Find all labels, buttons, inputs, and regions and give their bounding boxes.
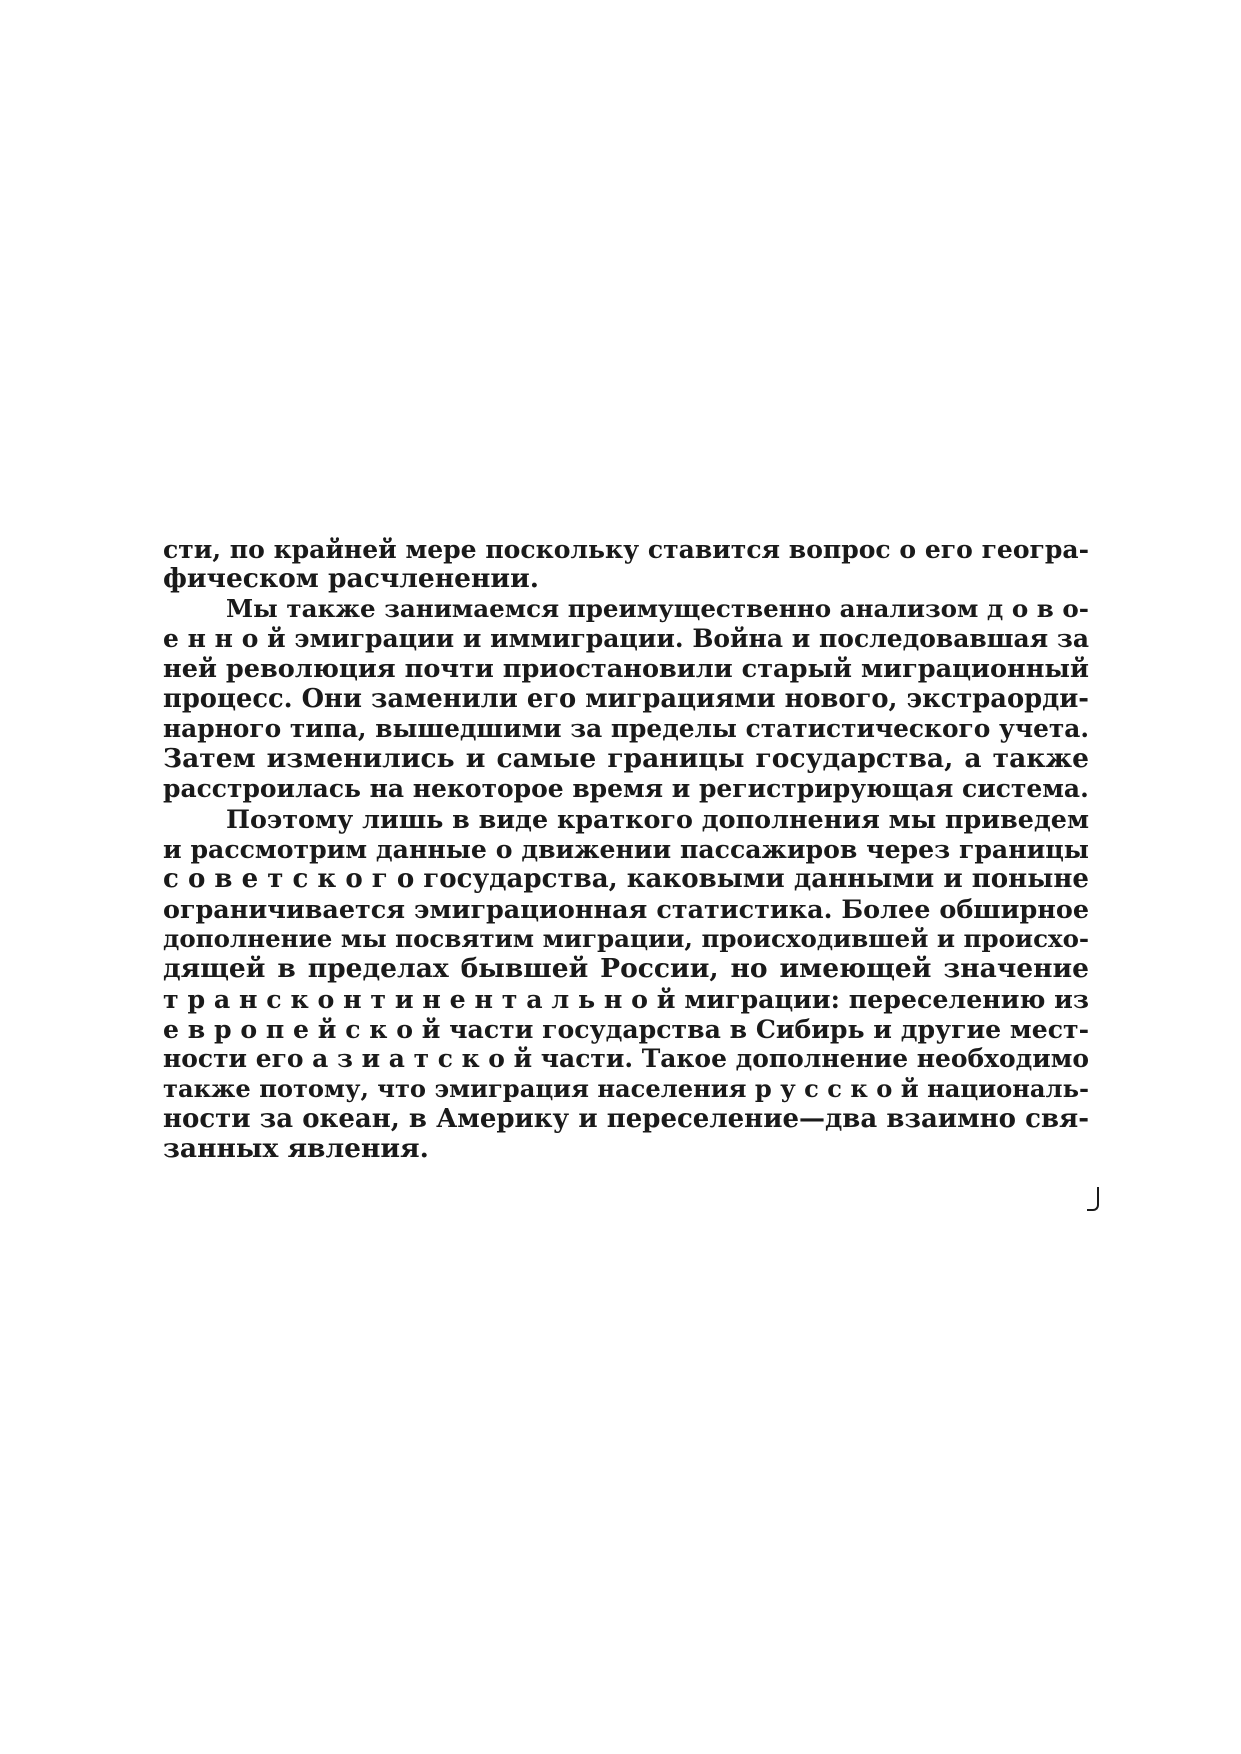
text-line: расстроилась на некоторое время и регистрирующая система. xyxy=(163,774,1089,803)
text-line: и рассмотрим данные о движении пассажиров через границы xyxy=(163,834,1089,864)
text-line: Затем изменились и самые границы государства, а также xyxy=(163,743,1089,774)
text-line: также потому, что эмиграция населения р у с с к о й националь- xyxy=(163,1074,1089,1103)
text-line: фическом расчленении. xyxy=(163,563,539,594)
binding-mark xyxy=(1087,1187,1099,1211)
text-line: е н н о й эмиграции и иммиграции. Война и последовавшая за xyxy=(163,624,1089,653)
text-line: Поэтому лишь в виде краткого дополнения мы приведем xyxy=(226,804,1089,834)
text-line: ней революция почти приостановили старый миграционный xyxy=(163,654,1089,684)
text-line: т р а н с к о н т и н е н т а л ь н о й миграции: переселению из xyxy=(163,984,1089,1014)
text-line: Мы также занимаемся преимущественно анализом д о в о- xyxy=(226,594,1089,623)
text-line: ности его а з и а т с к о й части. Такое дополнение необходимо xyxy=(163,1044,1090,1073)
text-line: ограничивается эмиграционная статистика. Более обширное xyxy=(163,894,1089,924)
body-text xyxy=(163,534,1089,1164)
text-line: дополнение мы посвятим миграции, происходившей и происхо- xyxy=(163,924,1090,953)
text-line: занных явления. xyxy=(163,1133,429,1164)
text-line: ности за океан, в Америку и переселение—два взаимно свя- xyxy=(163,1104,1089,1134)
text-line: сти, по крайней мере поскольку ставится вопрос о его геогра- xyxy=(163,534,1089,564)
text-line: процесс. Они заменили его миграциями нового, экстраорди- xyxy=(163,684,1089,714)
text-line: с о в е т с к о г о государства, каковыми данными и поныне xyxy=(163,864,1089,894)
text-line: нарного типа, вышедшими за пределы статистического учета. xyxy=(163,714,1089,743)
text-line: дящей в пределах бывшей России, но имеющей значение xyxy=(163,953,1089,984)
text-line: е в р о п е й с к о й части государства в Сибирь и другие мест- xyxy=(163,1014,1089,1044)
